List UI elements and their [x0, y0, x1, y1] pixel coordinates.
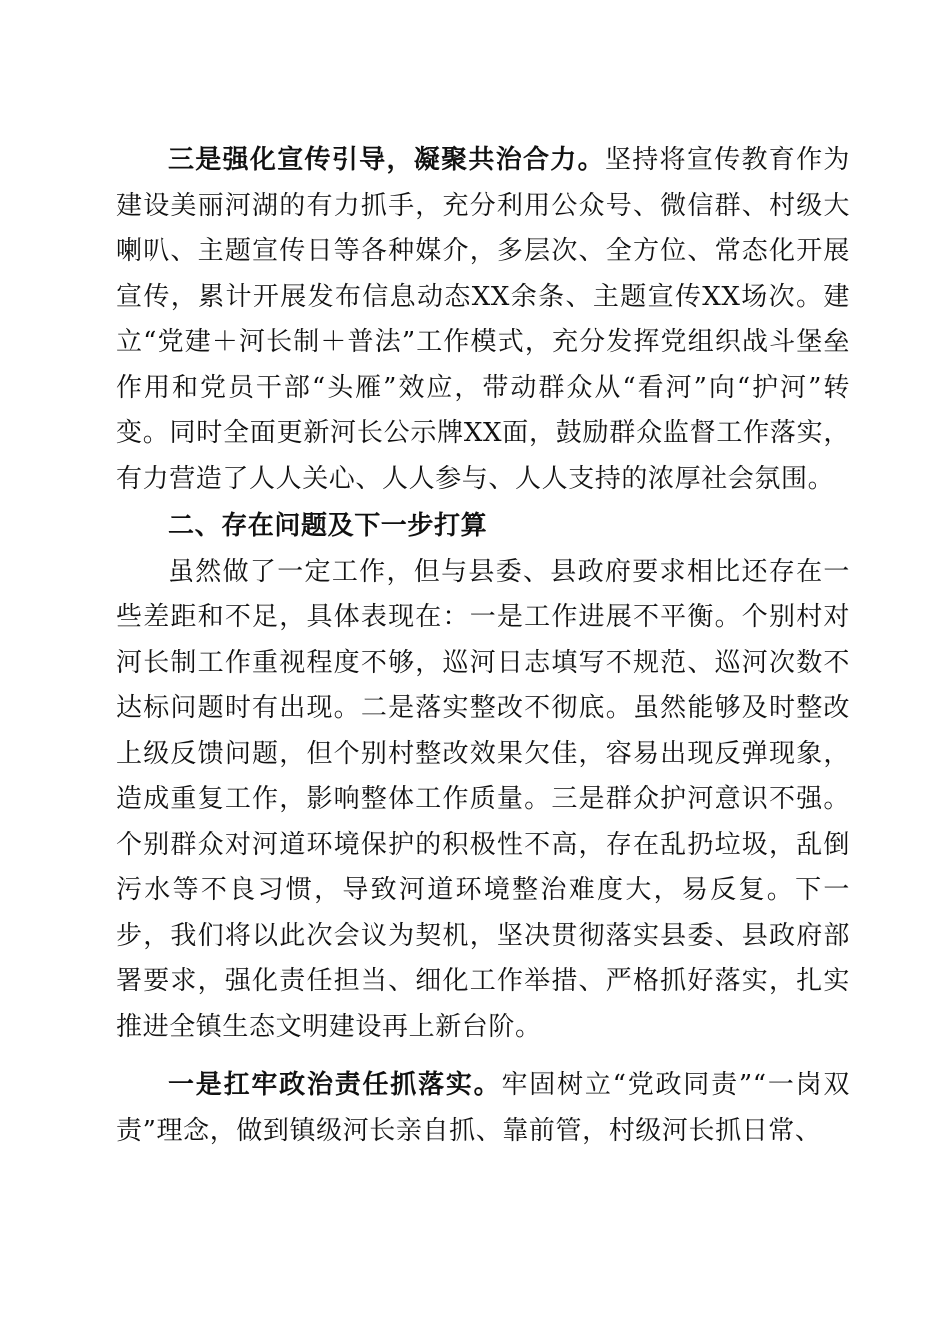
paragraph-publicity — [116, 138, 850, 502]
document-body — [116, 138, 850, 1154]
paragraph-responsibility — [116, 1063, 850, 1154]
paragraph-problems — [116, 550, 850, 1051]
paragraph-lead: 一是扛牢政治责任抓落实。 — [168, 1070, 502, 1100]
section-heading: 二、存在问题及下一步打算 — [168, 511, 488, 541]
paragraph-text: 牢固树立“党政同责”“一岗双责”理念，做到镇级河长亲自抓、靠前管，村级河长抓日常、 — [116, 1070, 851, 1146]
paragraph-text: 虽然做了一定工作，但与县委、县政府要求相比还存在一些差距和不足，具体表现在：一是工作进展不平衡。个别村对河长制工作重视程度不够，巡河日志填写不规范、巡河次数不达标问题时有出现。二是落实整改不彻底。虽然能够及时整改上级反馈问题，但个别村整改效果欠佳，容易出现反弹现象，造成重复工作，影响整体工作质量。三是群众护河意识不强。个别群众对河道环境保护的积极性不高，存在乱扔垃圾，乱倒污水等不良习惯，导致河道环境整治难度大，易反复。下一步，我们将以此次会议为契机，坚决贯彻落实县委、县政府部署要求，强化责任担当、细化工作举措、严格抓好落实，扎实推进全镇生态文明建设再上新台阶。 — [116, 556, 850, 1042]
paragraph-text: 坚持将宣传教育作为建设美丽河湖的有力抓手，充分利用公众号、微信群、村级大喇叭、主题宣传日等各种媒介，多层次、全方位、常态化开展宣传，累计开展发布信息动态XX余条、主题宣传XX场次。建立“党建＋河长制＋普法”工作模式，充分发挥党组织战斗堡垒作用和党员干部“头雁”效应，带动群众从“看河”向“护河”转变。同时全面更新河长公示牌XX面，鼓励群众监督工作落实，有力营造了人人关心、人人参与、人人支持的浓厚社会氛围。 — [116, 145, 850, 494]
paragraph-lead: 三是强化宣传引导，凝聚共治合力。 — [168, 145, 605, 175]
